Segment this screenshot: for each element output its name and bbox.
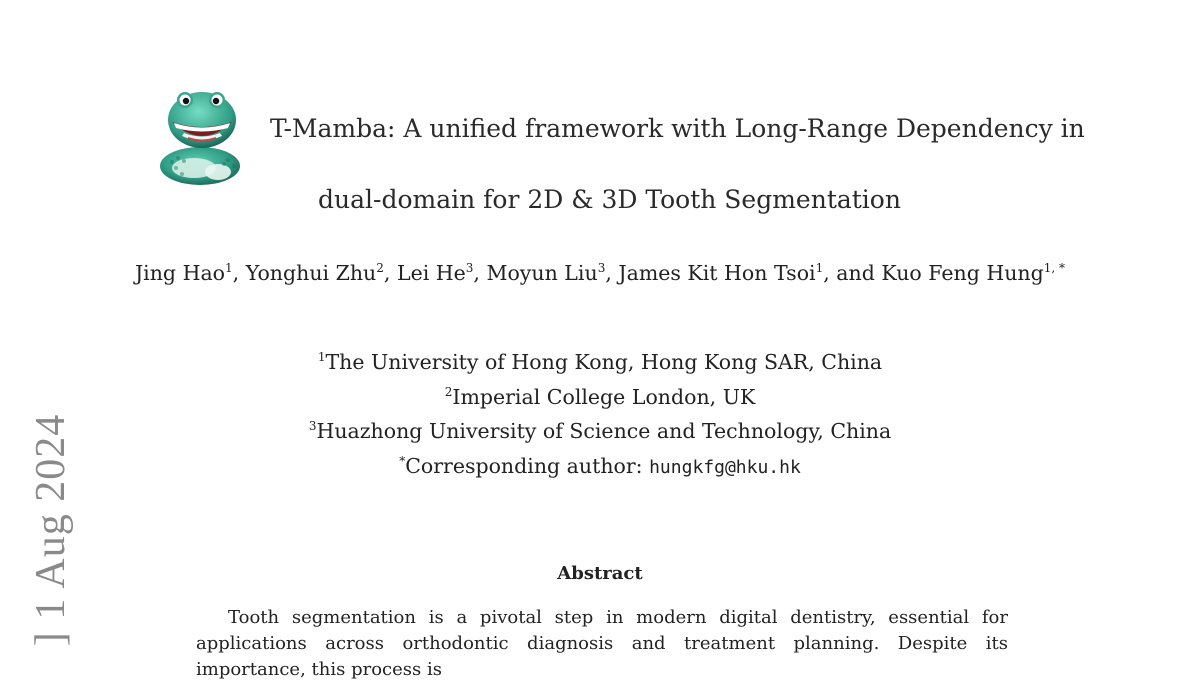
author-affil-mark: 1, * — [1043, 261, 1066, 275]
affiliation-mark: 1 — [317, 350, 326, 364]
corresponding-mark: * — [399, 453, 406, 468]
affiliation-line — [300, 345, 900, 380]
affiliation-text: Huazhong University of Science and Technology, China — [316, 419, 892, 443]
author-separator: , — [605, 261, 619, 285]
paper-title-line-2: dual-domain for 2D & 3D Tooth Segmentation — [318, 185, 901, 214]
affiliation-line — [300, 380, 900, 415]
mamba-mascot-icon — [158, 88, 244, 188]
abstract-line-1: Tooth segmentation is a pivotal step in modern digital dentistry, essential for applications — [196, 607, 1008, 654]
author-affil-mark: 1 — [815, 261, 824, 275]
affiliation-line — [300, 414, 900, 449]
author-name: Moyun Liu — [486, 261, 598, 285]
abstract-line-2: across orthodontic diagnosis and treatment planning. Despite its importance, this process is — [196, 633, 1008, 680]
author-separator: , — [232, 261, 246, 285]
author-list — [130, 256, 1070, 290]
author-separator: , — [383, 261, 397, 285]
author-affil-mark: 3 — [465, 261, 474, 275]
author-affil-mark: 2 — [376, 261, 384, 275]
affiliation-text: Imperial College London, UK — [452, 384, 756, 409]
author-affil-mark: 1 — [225, 261, 233, 275]
affiliation-mark: 2 — [444, 384, 453, 399]
author-name: Kuo Feng Hung — [881, 261, 1044, 285]
affiliation-text: The University of Hong Kong, Hong Kong SAR, China — [325, 350, 883, 374]
author-affil-mark: 3 — [597, 261, 606, 275]
corresponding-email-link[interactable]: hungkfg@hku.hk — [649, 456, 801, 478]
author-separator: , and — [823, 261, 882, 285]
affiliation-list — [300, 345, 900, 485]
author-name: Jing Hao — [134, 261, 226, 285]
author-name: Lei He — [396, 261, 466, 285]
arxiv-side-stamp: ] 1 Aug 2024 — [28, 413, 74, 647]
abstract-heading: Abstract — [557, 563, 643, 584]
paper-title-line-1: T-Mamba: A unified framework with Long-Range Dependency in — [270, 114, 1085, 143]
affiliation-mark: 3 — [308, 419, 317, 433]
corresponding-author-line — [300, 449, 900, 486]
abstract-body — [196, 605, 1008, 683]
author-name: Yonghui Zhu — [245, 261, 377, 285]
author-separator: , — [473, 261, 487, 285]
author-name: James Kit Hon Tsoi — [618, 261, 816, 285]
corresponding-label: Corresponding author: — [405, 453, 650, 478]
